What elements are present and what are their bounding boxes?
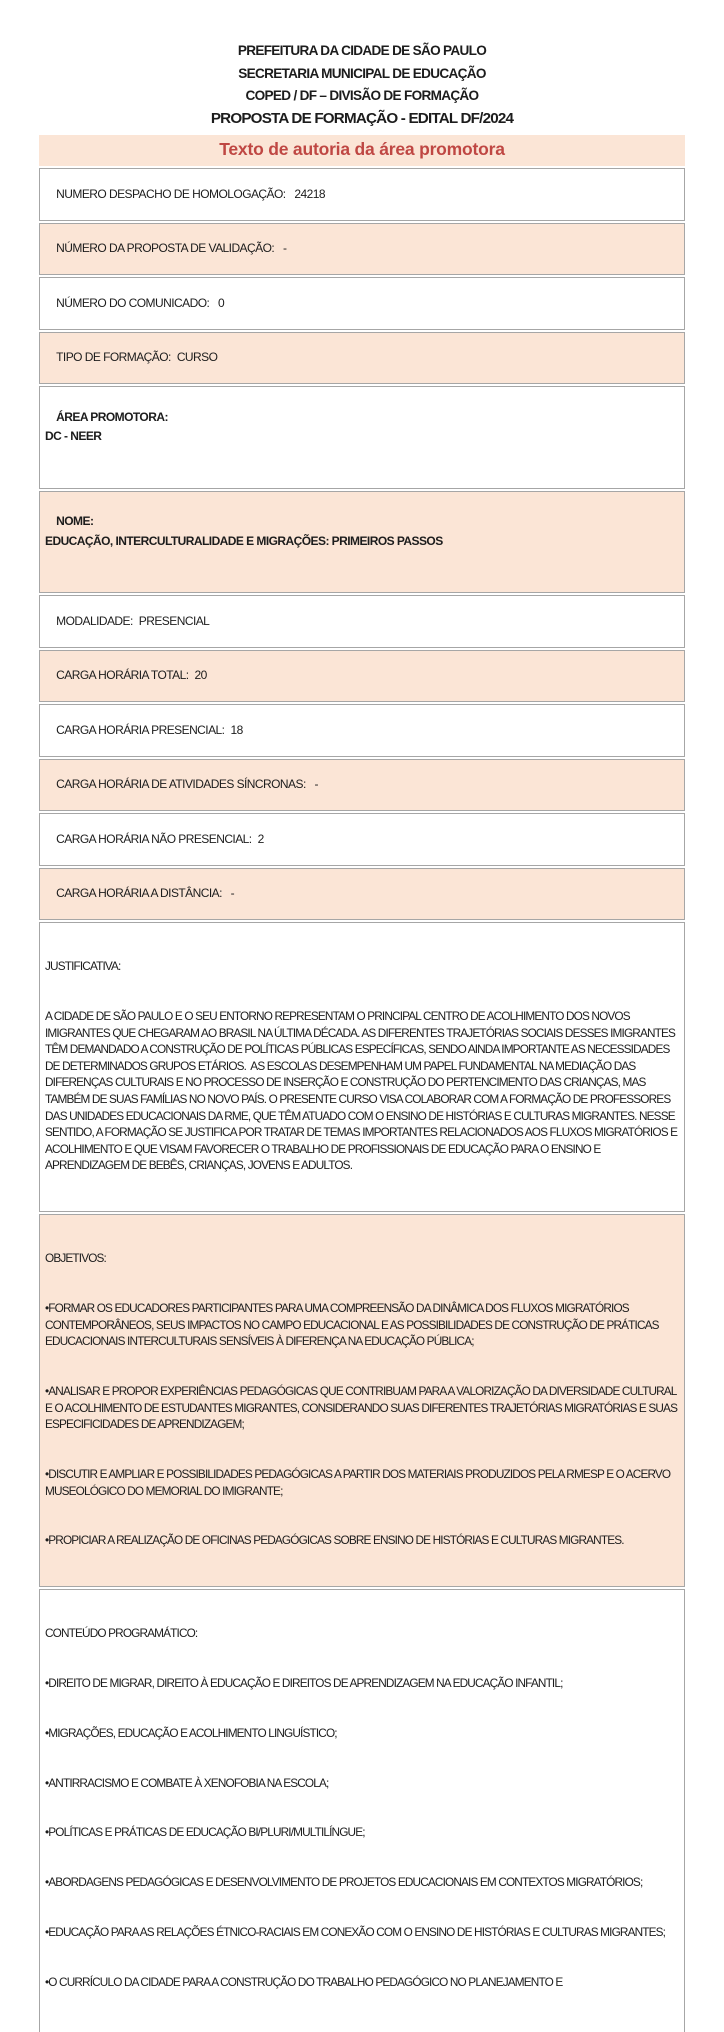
- field-row-carga-horaria-distancia: [39, 868, 685, 921]
- field-value: 2: [257, 831, 264, 846]
- objetivos-block: [39, 1214, 685, 1587]
- conteudo-bullet: •DIREITO DE MIGRAR, DIREITO À EDUCAÇÃO E DIREITOS DE APRENDIZAGEM NA EDUCAÇÃO INFANTIL;: [45, 1676, 563, 1691]
- field-row-tipo-formacao: [39, 332, 685, 385]
- field-value: EDUCAÇÃO, INTERCULTURALIDADE E MIGRAÇÕES: PRIMEIROS PASSOS: [45, 533, 443, 548]
- field-label: CARGA HORÁRIA DE ATIVIDADES SÍNCRONAS:: [56, 777, 309, 791]
- objetivos-bullet: •PROPICIAR A REALIZAÇÃO DE OFICINAS PEDAGÓGICAS SOBRE ENSINO DE HISTÓRIAS E CULTURAS MIGRANTES.: [45, 1533, 624, 1548]
- field-label: MODALIDADE:: [56, 613, 133, 628]
- field-value: CURSO: [176, 350, 218, 364]
- conteudo-programatico-title: CONTEÚDO PROGRAMÁTICO:: [45, 1626, 198, 1641]
- field-row-carga-horaria-total: [39, 650, 685, 703]
- header-line-secretaria: SECRETARIA MUNICIPAL DE EDUCAÇÃO: [238, 65, 486, 81]
- header-line-prefeitura: PREFEITURA DA CIDADE DE SÃO PAULO: [237, 43, 487, 58]
- justificativa-block: [39, 922, 685, 1212]
- field-value: 0: [218, 295, 225, 310]
- field-value: -: [230, 886, 235, 900]
- field-row-nome: [39, 491, 685, 594]
- field-label: CARGA HORÁRIA NÃO PRESENCIAL:: [56, 831, 252, 846]
- conteudo-programatico-block: [39, 1589, 685, 2031]
- field-label: NÚMERO DA PROPOSTA DE VALIDAÇÃO:: [56, 241, 277, 255]
- field-value: -: [282, 241, 287, 255]
- field-label: NOME:: [56, 514, 94, 528]
- field-row-carga-horaria-nao-presencial: [39, 813, 685, 866]
- header-line-coped: COPED / DF – DIVISÃO DE FORMAÇÃO: [245, 88, 479, 103]
- objetivos-bullet: •DISCUTIR E AMPLIAR E POSSIBILIDADES PEDAGÓGICAS A PARTIR DOS MATERIAIS PRODUZIDOS PELA RMESP E O ACERVO MUSEOLÓGICO DO MEMORIAL DO IMIGRANTE;: [45, 1467, 673, 1498]
- objetivos-bullet: •FORMAR OS EDUCADORES PARTICIPANTES PARA UMA COMPREENSÃO DA DINÂMICA DOS FLUXOS MIGRATÓRIOS CONTEMPORÂNEOS, SEUS IMPACTOS NO CAMPO EDUCACIONAL E AS POSSIBILIDADES DE CONSTRUÇÃO DE PRÁTICAS EDUCACIONAIS INTERCULTURAIS SENSÍVEIS À DIFERENÇA NA EDUCAÇÃO PÚBLICA;: [45, 1301, 662, 1349]
- conteudo-bullet: •ABORDAGENS PEDAGÓGICAS E DESENVOLVIMENTO DE PROJETOS EDUCACIONAIS EM CONTEXTOS MIGRATÓRIOS;: [45, 1875, 643, 1890]
- field-label: NUMERO DESPACHO DE HOMOLOGAÇÃO:: [56, 186, 289, 201]
- field-row-carga-horaria-sincronas: [39, 759, 685, 812]
- conteudo-bullet: •EDUCAÇÃO PARA AS RELAÇÕES ÉTNICO-RACIAIS EM CONEXÃO COM O ENSINO DE HISTÓRIAS E CULTURAS MIGRANTES;: [45, 1925, 666, 1940]
- justificativa-body: A CIDADE DE SÃO PAULO E O SEU ENTORNO REPRESENTAM O PRINCIPAL CENTRO DE ACOLHIMENTO DOS NOVOS IMIGRANTES QUE CHEGARAM AO BRASIL NA ÚLTIMA DÉCADA. AS DIFERENTES TRAJETÓRIAS SOCIAIS DESSES IMIGRANTES TÊM DEMANDADO A CONSTRUÇÃO DE POLÍTICAS PÚBLICAS ESPECÍFICAS, SENDO AINDA IMPORTANTE AS NECESSIDADES DE DETERMINADOS GRUPOS ETÁRIOS. AS ESCOLAS DESEMPENHAM UM PAPEL FUNDAMENTAL NA MEDIAÇÃO DAS DIFERENÇAS CULTURAIS E NO PROCESSO DE INSERÇÃO E CONSTRUÇÃO DO PERTENCIMENTO DAS CRIANÇAS, MAS TAMBÉM DE SUAS FAMÍLIAS NO NOVO PAÍS. O PRESENTE CURSO VISA COLABORAR COM A FORMAÇÃO DE PROFESSORES DAS UNIDADES EDUCACIONAIS DA RME, QUE TÊM ATUADO COM O ENSINO DE HISTÓRIAS E CULTURAS MIGRANTES. NESSE SENTIDO, A FORMAÇÃO SE JUSTIFICA POR TRATAR DE TEMAS IMPORTANTES RELACIONADOS AOS FLUXOS MIGRATÓRIOS E ACOLHIMENTO E QUE VISAM FAVORECER O TRABALHO DE PROFISSIONAIS DE EDUCAÇÃO PARA O ENSINO E APRENDIZAGEM DE BEBÊS, CRIANÇAS, JOVENS E ADULTOS.: [45, 1008, 679, 1173]
- document-page: [39, 0, 685, 2032]
- conteudo-bullet: •ANTIRRACISMO E COMBATE À XENOFOBIA NA ESCOLA;: [45, 1775, 329, 1790]
- justificativa-title: JUSTIFICATIVA:: [45, 959, 121, 974]
- field-label: CARGA HORÁRIA PRESENCIAL:: [56, 722, 225, 737]
- field-row-proposta-validacao: [39, 223, 685, 276]
- field-row-area-promotora: [39, 386, 685, 489]
- field-label: ÁREA PROMOTORA:: [56, 409, 168, 424]
- objetivos-bullet: •ANALISAR E PROPOR EXPERIÊNCIAS PEDAGÓGICAS QUE CONTRIBUAM PARA A VALORIZAÇÃO DA DIVERSIDADE CULTURAL E O ACOLHIMENTO DE ESTUDANTES MIGRANTES, CONSIDERANDO SUAS DIFERENTES TRAJETÓRIAS MIGRATÓRIAS E SUAS ESPECIFICIDADES DE APRENDIZAGEM;: [45, 1384, 680, 1432]
- header-line-proposta: PROPOSTA DE FORMAÇÃO - EDITAL DF/2024: [210, 109, 514, 127]
- conteudo-bullet: •MIGRAÇÕES, EDUCAÇÃO E ACOLHIMENTO LINGUÍSTICO;: [45, 1725, 337, 1740]
- field-label: NÚMERO DO COMUNICADO:: [56, 295, 213, 310]
- conteudo-bullet: •O CURRÍCULO DA CIDADE PARA A CONSTRUÇÃO DO TRABALHO PEDAGÓGICO NO PLANEJAMENTO E: [45, 1974, 563, 1989]
- objetivos-title: OBJETIVOS:: [45, 1251, 106, 1266]
- field-row-numero-comunicado: [39, 277, 685, 330]
- field-value: 18: [230, 722, 243, 737]
- field-value: 20: [194, 668, 207, 682]
- field-row-modalidade: [39, 595, 685, 648]
- field-label: CARGA HORÁRIA TOTAL:: [56, 668, 189, 682]
- field-label: CARGA HORÁRIA A DISTÂNCIA:: [56, 886, 225, 900]
- field-value: PRESENCIAL: [138, 613, 210, 628]
- field-value: 24218: [294, 186, 325, 201]
- field-value: -: [314, 777, 318, 791]
- field-row-numero-despacho: [39, 168, 685, 221]
- document-header: [39, 0, 685, 130]
- authorship-banner: Texto de autoria da área promotora: [39, 135, 685, 166]
- field-label: TIPO DE FORMAÇÃO:: [56, 350, 171, 364]
- field-row-carga-horaria-presencial: [39, 704, 685, 757]
- field-value: DC - NEER: [45, 429, 102, 443]
- conteudo-bullet: •POLÍTICAS E PRÁTICAS DE EDUCAÇÃO BI/PLURI/MULTILÍNGUE;: [45, 1825, 365, 1840]
